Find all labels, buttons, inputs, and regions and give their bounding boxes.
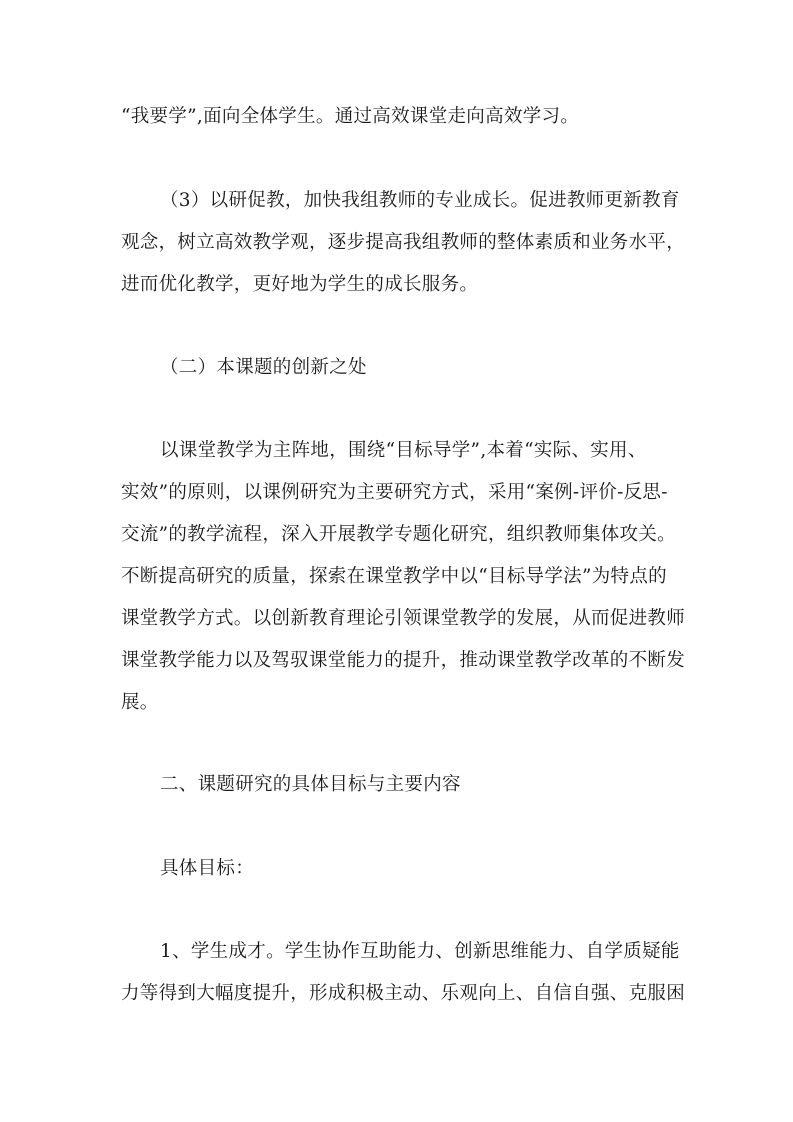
objective-3-line-3: 进而优化教学，更好地为学生的成长服务。 (121, 274, 479, 295)
innovation-line-7: 展。 (121, 692, 159, 713)
objective-3-line-1: （3）以研促教，加快我组教师的专业成长。促进教师更新教育 (160, 190, 680, 211)
innovation-line-1: 以课堂教学为主阵地，围绕“目标导学”,本着“实际、实用、 (160, 440, 647, 461)
goal-1-line-1: 1、学生成才。学生协作互助能力、创新思维能力、自学质疑能 (160, 941, 680, 962)
innovation-line-4: 不断提高研究的质量，探索在课堂教学中以“目标导学法”为特点的 (121, 566, 667, 587)
section-heading-innovation: （二）本课题的创新之处 (160, 357, 367, 378)
goals-subheading: 具体目标： (160, 858, 255, 879)
paragraph-continuation-line: “我要学”,面向全体学生。通过高效课堂走向高效学习。 (121, 106, 580, 127)
goal-1-line-2: 力等得到大幅度提升，形成积极主动、乐观向上、自信自强、克服困 (121, 983, 686, 1004)
innovation-line-3: 交流”的教学流程，深入开展教学专题化研究，组织教师集体攻关。 (121, 524, 676, 545)
innovation-line-6: 课堂教学能力以及驾驭课堂能力的提升，推动课堂教学改革的不断发 (121, 650, 686, 671)
objective-3-line-2: 观念，树立高效教学观，逐步提高我组教师的整体素质和业务水平， (121, 232, 686, 253)
innovation-line-2: 实效”的原则，以课例研究为主要研究方式，采用“案例-评价-反思- (121, 482, 668, 503)
innovation-line-5: 课堂教学方式。以创新教育理论引领课堂教学的发展，从而促进教师 (121, 608, 686, 629)
section-heading-goals: 二、课题研究的具体目标与主要内容 (160, 774, 461, 795)
